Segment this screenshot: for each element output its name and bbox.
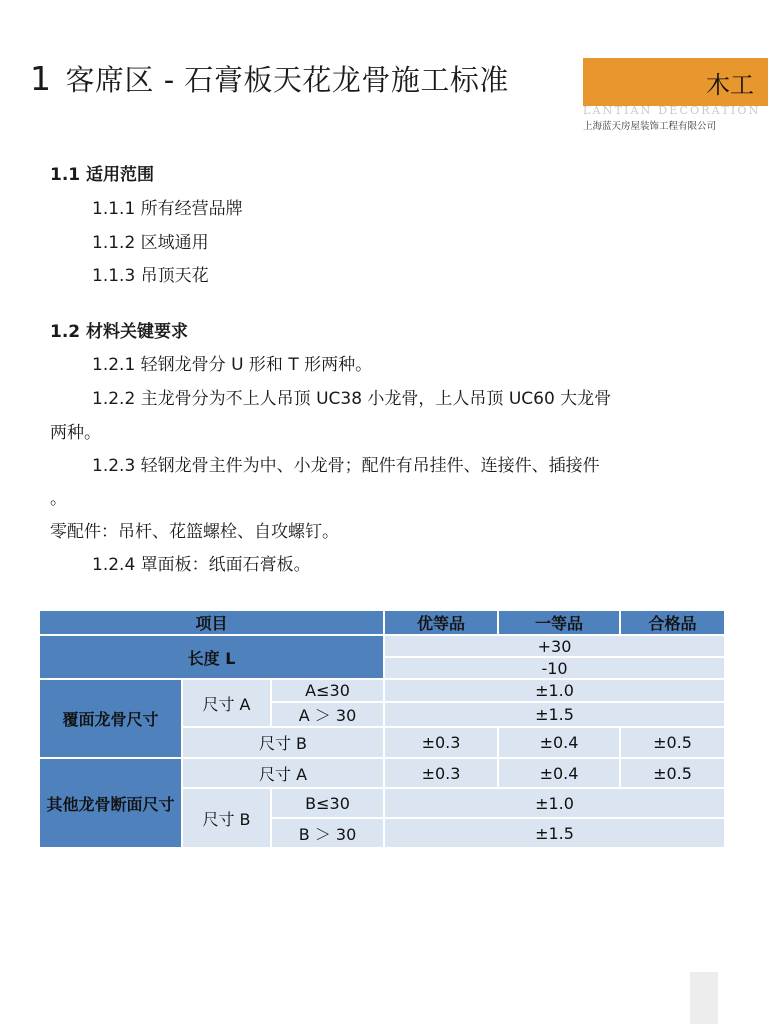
header-qualified: 合格品	[620, 610, 725, 635]
table-row	[39, 758, 725, 788]
other-size-b-label: 尺寸 B	[182, 788, 271, 848]
materials-line-parts: 零配件：吊杆、花篮螺栓、自攻螺钉。	[50, 522, 339, 542]
materials-line-2-cont: 两种。	[50, 423, 101, 443]
header-premium: 优等品	[384, 610, 498, 635]
scope-line-3: 1.1.3 吊顶天花	[92, 266, 209, 286]
other-b-le-30: B≤30	[271, 788, 384, 818]
row-label-length: 长度 L	[39, 635, 384, 679]
cover-a-gt-30: A ＞ 30	[271, 702, 384, 727]
materials-line-1: 1.2.1 轻钢龙骨分 U 形和 T 形两种。	[92, 355, 373, 375]
cover-b-first-class: ±0.4	[498, 727, 620, 758]
other-a-qualified: ±0.5	[620, 758, 725, 788]
section-number: 1	[30, 59, 52, 98]
other-a-premium: ±0.3	[384, 758, 498, 788]
tolerance-table	[38, 609, 726, 849]
scope-line-2: 1.1.2 区域通用	[92, 233, 209, 253]
cover-b-premium: ±0.3	[384, 727, 498, 758]
cover-a-le-30-value: ±1.0	[384, 679, 725, 702]
table-row	[39, 635, 725, 657]
company-logo-chinese: 上海蓝天房屋装饰工程有限公司	[583, 121, 717, 132]
cover-a-le-30: A≤30	[271, 679, 384, 702]
other-b-gt-30-value: ±1.5	[384, 818, 725, 848]
header-first-class: 一等品	[498, 610, 620, 635]
length-minus-value: -10	[384, 657, 725, 679]
trade-badge-label: 木工	[706, 70, 754, 99]
other-b-gt-30: B ＞ 30	[271, 818, 384, 848]
page-title	[30, 58, 509, 99]
header-item: 项目	[39, 610, 384, 635]
row-label-cover-keel: 覆面龙骨尺寸	[39, 679, 182, 758]
table-row	[39, 679, 725, 702]
other-a-first-class: ±0.4	[498, 758, 620, 788]
row-label-other-keel: 其他龙骨断面尺寸	[39, 758, 182, 848]
materials-line-3: 1.2.3 轻钢龙骨主件为中、小龙骨；配件有吊挂件、连接件、插接件	[92, 456, 600, 476]
company-logo-english: LANTIAN DECORATION	[583, 104, 761, 117]
other-size-a-label: 尺寸 A	[182, 758, 384, 788]
cover-a-gt-30-value: ±1.5	[384, 702, 725, 727]
trade-badge	[583, 58, 768, 106]
materials-line-4: 1.2.4 罩面板：纸面石膏板。	[92, 555, 311, 575]
length-plus-value: +30	[384, 635, 725, 657]
cover-b-qualified: ±0.5	[620, 727, 725, 758]
section-heading-scope: 1.1 适用范围	[50, 165, 155, 185]
cover-size-a-label: 尺寸 A	[182, 679, 271, 727]
other-b-le-30-value: ±1.0	[384, 788, 725, 818]
table-header-row	[39, 610, 725, 635]
materials-line-2: 1.2.2 主龙骨分为不上人吊顶 UC38 小龙骨，上人吊顶 UC60 大龙骨	[92, 389, 612, 409]
scope-line-1: 1.1.1 所有经营品牌	[92, 199, 243, 219]
section-heading-materials: 1.2 材料关键要求	[50, 322, 189, 342]
materials-line-3-cont: 。	[50, 489, 67, 509]
scrollbar-thumb[interactable]	[690, 972, 718, 1024]
title-text: 客席区 - 石膏板天花龙骨施工标准	[65, 63, 509, 97]
cover-size-b-label: 尺寸 B	[182, 727, 384, 758]
